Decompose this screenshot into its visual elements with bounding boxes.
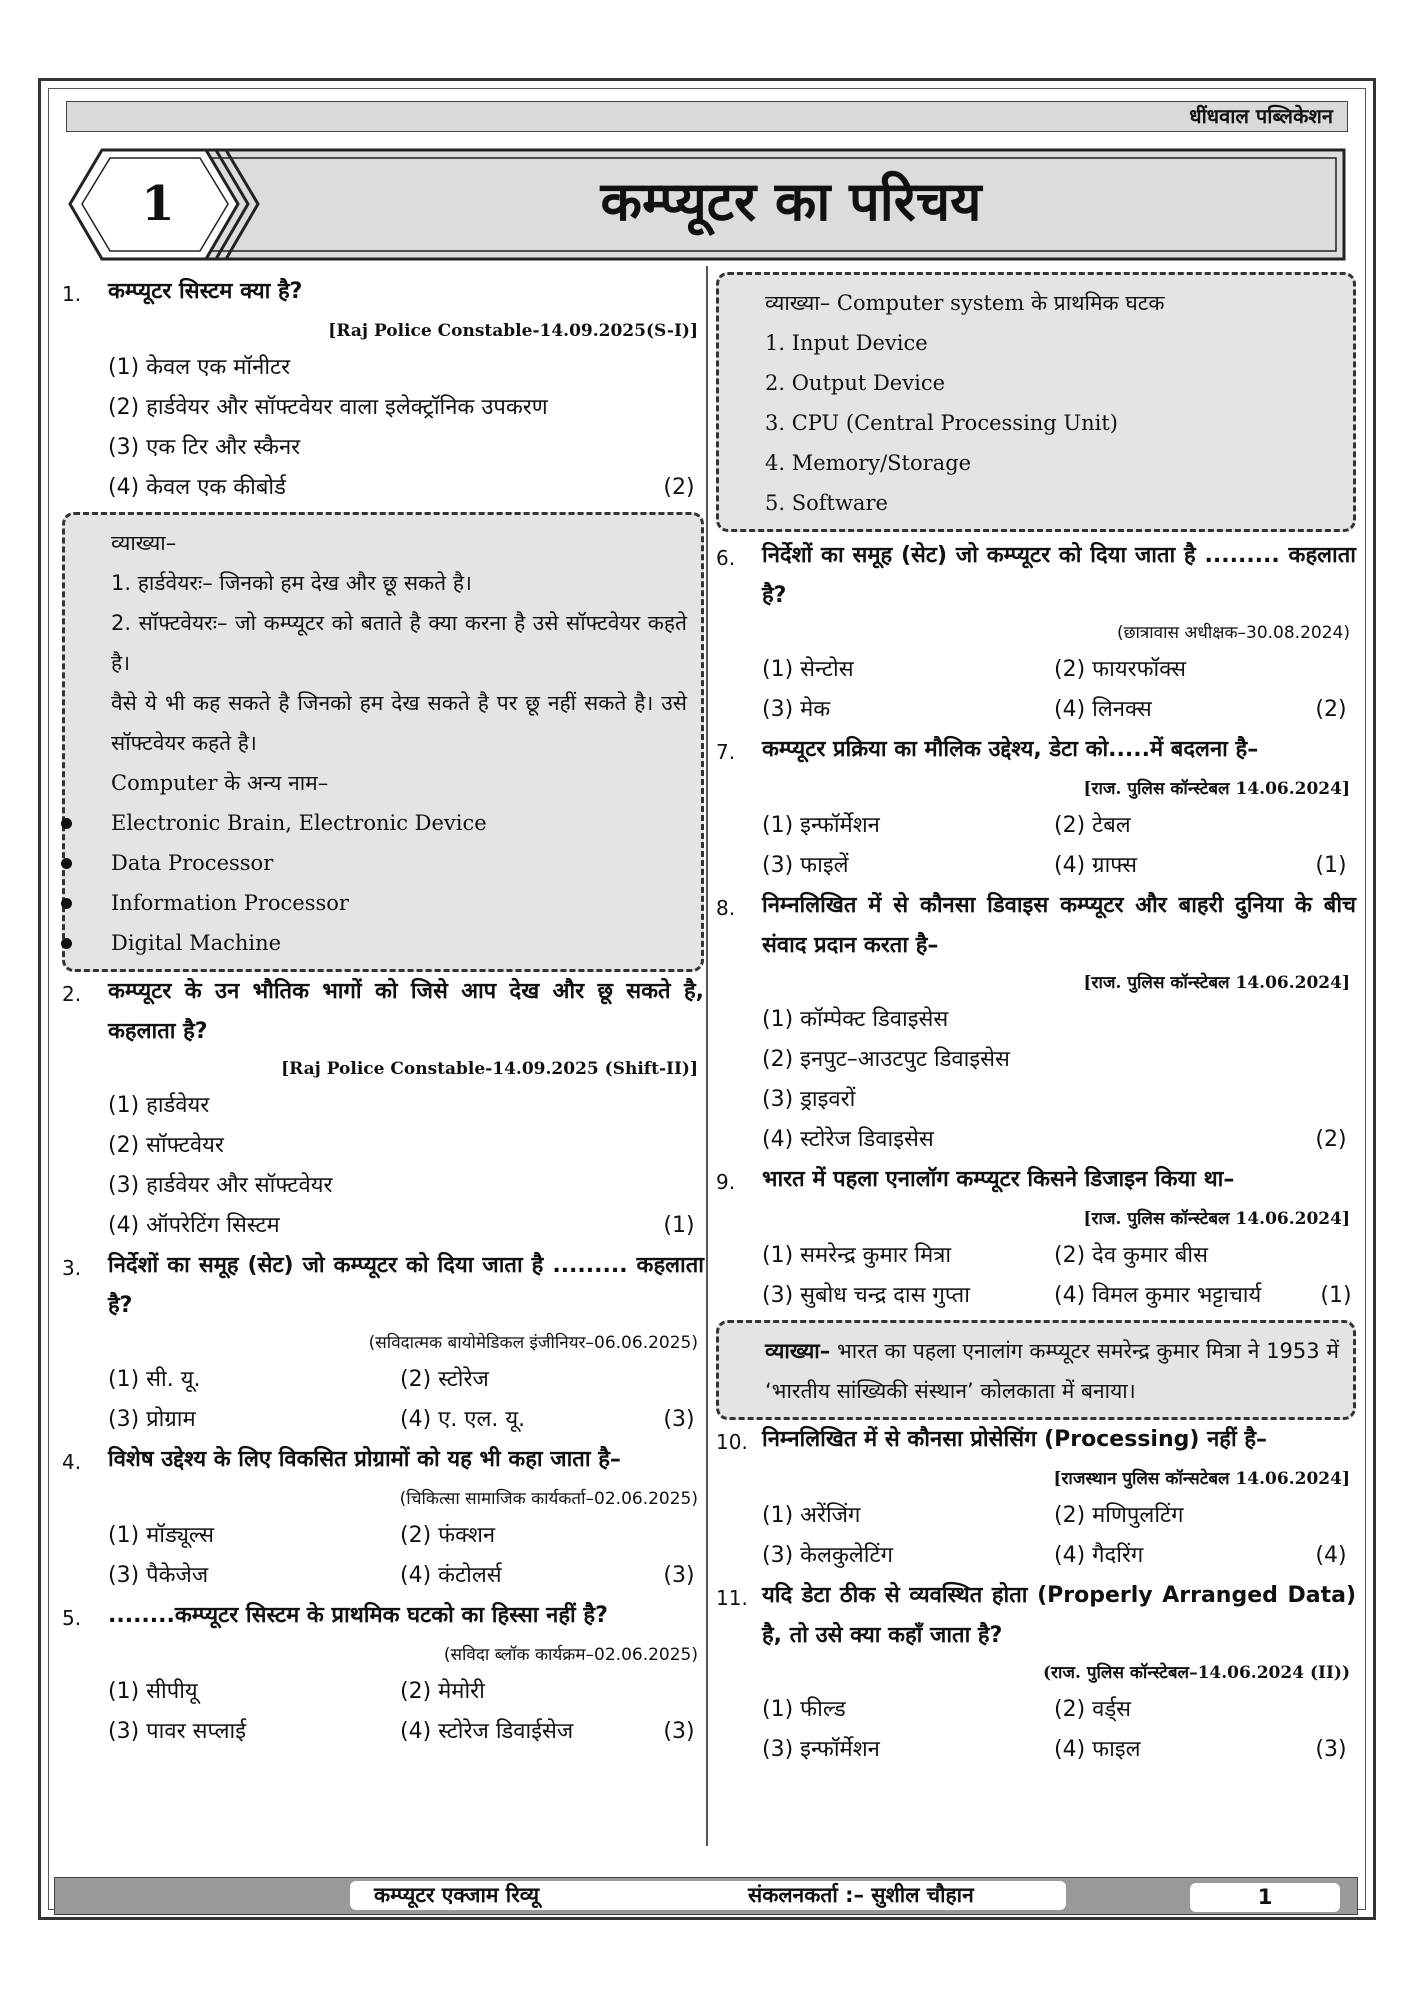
option-2: (2) वर्ड्स xyxy=(1054,1697,1132,1722)
question-number: 10. xyxy=(716,1430,748,1454)
question-source: (राज. पुलिस कॉन्स्टेबल–14.06.2024 (II)) xyxy=(1043,1663,1350,1683)
question-source: (चिकित्सा सामाजिक कार्यकर्ता–02.06.2025) xyxy=(399,1489,698,1509)
question-number: 9. xyxy=(716,1170,736,1194)
bullet-text: Information Processor xyxy=(111,891,349,915)
bullet-icon xyxy=(61,898,72,909)
option-4: (4) कंटोलर्स xyxy=(400,1563,502,1588)
explanation-box-0 xyxy=(716,272,1356,532)
question-11 xyxy=(716,1576,1356,1770)
answer: (3) xyxy=(1315,1737,1347,1762)
option-2: (2) स्टोरेज xyxy=(400,1367,489,1392)
question-2 xyxy=(62,972,704,1246)
question-source: (सविदा ब्लॉक कार्यक्रम–02.06.2025) xyxy=(443,1645,698,1665)
question-text: कम्प्यूटर सिस्टम क्या है? xyxy=(108,279,303,304)
option-2: (2) मेमोरी xyxy=(400,1679,485,1704)
bullet-item xyxy=(111,843,687,883)
option-1: (1) अरेंजिंग xyxy=(762,1503,861,1528)
option-4: (4) ऑपरेटिंग सिस्टम xyxy=(108,1213,280,1238)
option-2: (2) फंक्शन xyxy=(400,1523,496,1548)
question-source: [राजस्थान पुलिस कॉन्सटेबल 14.06.2024] xyxy=(1053,1469,1350,1489)
option-3: (3) पावर सप्लाई xyxy=(108,1719,247,1744)
bullet-item xyxy=(111,803,687,843)
question-text: यदि डेटा ठीक से व्यवस्थित होता (Properly Arranged Data) है, तो उसे क्या कहाँ जाता है? xyxy=(762,1583,1356,1648)
page-number: 1 xyxy=(1190,1883,1340,1912)
answer: (1) xyxy=(663,1213,695,1238)
option-3: (3) ड्राइवरों xyxy=(762,1087,856,1112)
option-4: (4) फाइल xyxy=(1054,1737,1141,1762)
question-8 xyxy=(716,886,1356,1160)
question-number: 1. xyxy=(62,282,82,306)
option-1: (1) हार्डवेयर xyxy=(108,1093,210,1118)
question-9 xyxy=(716,1160,1356,1316)
option-3: (3) एक टिर और स्कैनर xyxy=(108,435,301,460)
option-2: (2) इनपुट–आउटपुट डिवाइसेस xyxy=(762,1047,1010,1072)
left-column xyxy=(62,272,704,1752)
component-item: 2. Output Device xyxy=(765,371,946,395)
question-10 xyxy=(716,1420,1356,1576)
bullet-text: Digital Machine xyxy=(111,931,282,955)
explanation-heading: व्याख्या– xyxy=(765,1339,831,1363)
answer: (2) xyxy=(1315,697,1347,722)
option-3: (3) फाइलें xyxy=(762,853,849,878)
option-1: (1) सी. यू. xyxy=(108,1367,201,1392)
question-number: 7. xyxy=(716,740,736,764)
question-text: निम्नलिखित में से कौनसा डिवाइस कम्प्यूटर और बाहरी दुनिया के बीच संवाद प्रदान करता है– xyxy=(762,893,1356,958)
question-source: [राज. पुलिस कॉन्स्टेबल 14.06.2024] xyxy=(1083,1209,1350,1229)
bullet-text: Electronic Brain, Electronic Device xyxy=(111,811,487,835)
option-4: (4) केवल एक कीबोर्ड xyxy=(108,475,286,500)
component-item: 4. Memory/Storage xyxy=(765,451,972,475)
option-2: (2) फायरफॉक्स xyxy=(1054,657,1186,682)
option-1: (1) सीपीयू xyxy=(108,1679,198,1704)
explanation-heading: व्याख्या– xyxy=(111,531,177,555)
chapter-number: 1 xyxy=(141,176,175,232)
explanation-text: भारत का पहला एनालांग कम्प्यूटर समरेन्द्र कुमार मित्रा ने 1953 में ‘भारतीय सांख्यिकी संस्थान’ कोलकाता में बनाया। xyxy=(765,1339,1339,1403)
bullet-item xyxy=(111,883,687,923)
footer-compiler: संकलनकर्ता :– सुशील चौहान xyxy=(748,1883,974,1907)
option-2: (2) मणिपुलटिंग xyxy=(1054,1503,1184,1528)
question-7 xyxy=(716,730,1356,886)
option-2: (2) टेबल xyxy=(1054,813,1131,838)
bullet-item xyxy=(111,923,687,963)
explanation-intro: Computer system के प्राथमिक घटक xyxy=(836,291,1165,315)
explanation-line: 2. सॉफ्टवेयरः– जो कम्प्यूटर को बताते है क्या करना है उसे सॉफ्टवेयर कहते है। xyxy=(111,611,687,675)
question-4 xyxy=(62,1440,704,1596)
option-4: (4) स्टोरेज डिवाईसेज xyxy=(400,1719,574,1744)
chapter-title-bar xyxy=(66,146,1348,263)
question-text: कम्प्यूटर के उन भौतिक भागों को जिसे आप देख और छू सकते है, कहलाता है? xyxy=(108,979,704,1044)
option-3: (3) हार्डवेयर और सॉफ्टवेयर xyxy=(108,1173,333,1198)
option-1: (1) कॉम्पेक्ट डिवाइसेस xyxy=(762,1007,949,1032)
answer: (1) xyxy=(1320,1283,1352,1308)
footer-book-title: कम्प्यूटर एक्जाम रिव्यू xyxy=(374,1883,540,1907)
answer: (3) xyxy=(663,1563,695,1588)
option-4: (4) गैदरिंग xyxy=(1054,1543,1144,1568)
question-text: ........कम्प्यूटर सिस्टम के प्राथमिक घटको का हिस्सा नहीं है? xyxy=(108,1603,608,1628)
question-text: निर्देशों का समूह (सेट) जो कम्प्यूटर को दिया जाता है ......... कहलाता है? xyxy=(108,1253,704,1318)
answer: (2) xyxy=(663,475,695,500)
option-3: (3) मेक xyxy=(762,697,831,722)
bullet-icon xyxy=(61,938,72,949)
answer: (4) xyxy=(1315,1543,1347,1568)
option-3: (3) प्रोग्राम xyxy=(108,1407,196,1432)
question-text: भारत में पहला एनालॉग कम्प्यूटर किसने डिजाइन किया था– xyxy=(762,1167,1235,1192)
option-3: (3) पैकेजेज xyxy=(108,1563,209,1588)
option-4: (4) विमल कुमार भट्टाचार्य xyxy=(1054,1283,1262,1308)
answer: (2) xyxy=(1315,1127,1347,1152)
question-number: 2. xyxy=(62,982,82,1006)
option-1: (1) मॉड्यूल्स xyxy=(108,1523,214,1548)
question-5 xyxy=(62,1596,704,1752)
explanation-box-9 xyxy=(716,1320,1356,1420)
option-4: (4) ए. एल. यू. xyxy=(400,1407,526,1432)
question-6 xyxy=(716,536,1356,730)
option-2: (2) हार्डवेयर और सॉफ्टवेयर वाला इलेक्ट्रॉनिक उपकरण xyxy=(108,395,548,420)
bullet-icon xyxy=(61,858,72,869)
explanation-heading: व्याख्या– xyxy=(765,291,831,315)
option-3: (3) सुबोध चन्द्र दास गुप्ता xyxy=(762,1283,970,1308)
option-4: (4) ग्राफ्स xyxy=(1054,853,1138,878)
option-2: (2) देव कुमार बीस xyxy=(1054,1243,1208,1268)
column-divider xyxy=(706,266,708,1846)
option-1: (1) फील्ड xyxy=(762,1697,846,1722)
question-number: 6. xyxy=(716,546,736,570)
right-column xyxy=(716,272,1356,1770)
chapter-title: कम्प्यूटर का परिचय xyxy=(600,170,982,233)
question-source: [राज. पुलिस कॉन्स्टेबल 14.06.2024] xyxy=(1083,973,1350,993)
question-number: 3. xyxy=(62,1256,82,1280)
question-source: (छात्रावास अधीक्षक–30.08.2024) xyxy=(1116,623,1350,643)
question-number: 5. xyxy=(62,1606,82,1630)
question-text: कम्प्यूटर प्रक्रिया का मौलिक उद्देश्य, डेटा को.....में बदलना है– xyxy=(762,737,1259,762)
option-1: (1) समरेन्द्र कुमार मित्रा xyxy=(762,1243,952,1268)
option-1: (1) सेन्टोस xyxy=(762,657,854,682)
question-text: विशेष उद्देश्य के लिए विकसित प्रोग्रामों को यह भी कहा जाता है– xyxy=(108,1447,621,1472)
answer: (1) xyxy=(1315,853,1347,878)
option-3: (3) इन्फॉर्मेशन xyxy=(762,1737,880,1762)
explanation-box-1 xyxy=(62,512,704,972)
option-1: (1) केवल एक मॉनीटर xyxy=(108,355,291,380)
bullet-icon xyxy=(61,818,72,829)
option-4: (4) स्टोरेज डिवाइसेस xyxy=(762,1127,934,1152)
question-3 xyxy=(62,1246,704,1440)
option-4: (4) लिनक्स xyxy=(1054,697,1152,722)
question-source: [राज. पुलिस कॉन्स्टेबल 14.06.2024] xyxy=(1083,779,1350,799)
question-number: 8. xyxy=(716,896,736,920)
question-text: निम्नलिखित में से कौनसा प्रोसेसिंग (Processing) नहीं है– xyxy=(762,1427,1268,1452)
question-number: 11. xyxy=(716,1586,748,1610)
question-number: 4. xyxy=(62,1450,82,1474)
question-source: [Raj Police Constable-14.09.2025(S-I)] xyxy=(328,321,698,341)
question-1 xyxy=(62,272,704,508)
question-text: निर्देशों का समूह (सेट) जो कम्प्यूटर को दिया जाता है ......... कहलाता है? xyxy=(762,543,1356,608)
option-1: (1) इन्फॉर्मेशन xyxy=(762,813,880,838)
option-2: (2) सॉफ्टवेयर xyxy=(108,1133,224,1158)
explanation-line: वैसे ये भी कह सकते है जिनको हम देख सकते है पर छू नहीं सकते है। उसे सॉफ्टवेयर कहते है। xyxy=(111,691,687,755)
explanation-line: Computer के अन्य नाम– xyxy=(111,771,329,795)
component-item: 3. CPU (Central Processing Unit) xyxy=(765,411,1119,435)
explanation-line: 1. हार्डवेयरः– जिनको हम देख और छू सकते है। xyxy=(111,571,472,595)
answer: (3) xyxy=(663,1719,695,1744)
question-source: [Raj Police Constable-14.09.2025 (Shift-II)] xyxy=(281,1059,698,1079)
publisher-header: धींधवाल पब्लिकेशन xyxy=(66,101,1348,132)
option-3: (3) केलकुलेटिंग xyxy=(762,1543,893,1568)
bullet-text: Data Processor xyxy=(111,851,274,875)
component-item: 1. Input Device xyxy=(765,331,928,355)
component-item: 5. Software xyxy=(765,491,888,515)
answer: (3) xyxy=(663,1407,695,1432)
question-source: (सविदात्मक बायोमेडिकल इंजीनियर–06.06.2025) xyxy=(368,1333,698,1353)
